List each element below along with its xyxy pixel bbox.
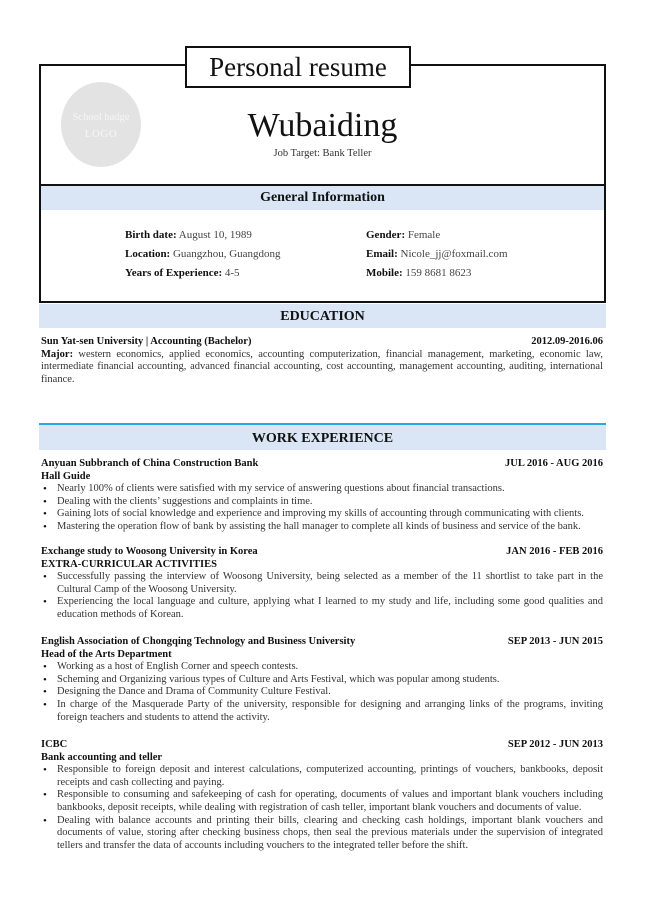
job-role: Bank accounting and teller	[41, 751, 163, 763]
general-info-heading	[41, 186, 604, 210]
info-value: Female	[407, 229, 441, 241]
job-role: Hall Guide	[41, 470, 91, 482]
bullet-item: • Mastering the operation flow of bank by assisting the hall manager to complete all kinds of business and service of the bank.	[41, 521, 603, 534]
school-badge-logo	[61, 82, 141, 167]
info-left-column	[125, 226, 281, 283]
school-name: Sun Yat-sen University | Accounting (Bachelor)	[41, 336, 252, 347]
education-entry-header	[41, 336, 603, 349]
bullet-item: • Scheming and Organizing various types of Culture and Arts Festival, which was popular among students.	[41, 674, 603, 687]
info-value: 4-5	[224, 267, 240, 279]
job-entry	[41, 458, 603, 534]
logo-label: LOGO	[84, 128, 118, 140]
work-experience-heading: WORK EXPERIENCE	[39, 423, 606, 450]
bullet-item: • Responsible to consuming and safekeeping of cash for operating, documents of values and important blank vouchers including bankbooks, deposit receipts, while dealing with registration of cash teller, important blank vouchers and documents of value.	[41, 789, 603, 814]
job-bullets	[41, 571, 603, 621]
bullet-item: • Designing the Dance and Drama of Community Culture Festival.	[41, 686, 603, 699]
info-value: 159 8681 8623	[405, 267, 472, 279]
general-info-heading-text: General Information	[260, 190, 385, 205]
job-bullets	[41, 483, 603, 533]
bullet-item: • Dealing with the clients’ suggestions and complaints in time.	[41, 496, 603, 509]
bullet-item: • In charge of the Masquerade Party of the university, responsible for designing and arranging links of the programs, inviting foreign teachers and students to attend the activity.	[41, 699, 603, 724]
job-organization: ICBC	[41, 739, 68, 750]
job-entry	[41, 739, 603, 852]
info-right-column	[366, 226, 508, 283]
job-entry	[41, 546, 603, 622]
bullet-item: • Experiencing the local language and culture, applying what I learned to my study and life, including some good qualities and education methods of Korean.	[41, 596, 603, 621]
info-birth-date	[125, 226, 281, 245]
info-email	[366, 245, 508, 264]
info-label: Years of Experience:	[125, 267, 223, 279]
job-dates: JAN 2016 - FEB 2016	[506, 546, 603, 557]
job-dates: JUL 2016 - AUG 2016	[504, 458, 603, 469]
job-organization: Exchange study to Woosong University in Korea	[41, 546, 258, 557]
resume-title: Personal resume	[185, 46, 411, 88]
candidate-name: Wubaiding	[247, 107, 398, 144]
bullet-item: • Dealing with balance accounts and printing their bills, clearing and checking cash holdings, important blank vouchers and documents of value, storing after checking business chops, then seal the previous materials under the supervision of integrated tellers and transfer the data of accounts including vouchers to the integrated teller before the shift.	[41, 815, 603, 853]
info-label: Mobile:	[366, 267, 403, 279]
education-section	[41, 336, 603, 386]
info-value[interactable]: Nicole_jj@foxmail.com	[400, 248, 508, 260]
info-label: Birth date:	[125, 229, 177, 241]
info-label: Email:	[366, 248, 398, 260]
job-dates: SEP 2013 - JUN 2015	[507, 636, 603, 647]
bullet-item: • Nearly 100% of clients were satisfied with my service of answering questions about financial transactions.	[41, 483, 603, 496]
info-label: Location:	[125, 248, 171, 260]
job-header	[41, 458, 603, 471]
bullet-item: • Successfully passing the interview of Woosong University, being selected as a member of the 11 shortlist to take part in the Cultural Camp of the Woosong University.	[41, 571, 603, 596]
job-header	[41, 739, 603, 752]
info-experience	[125, 264, 281, 283]
info-mobile	[366, 264, 508, 283]
job-bullets	[41, 764, 603, 852]
job-role: Head of the Arts Department	[41, 648, 172, 660]
bullet-item: • Working as a host of English Corner and speech contests.	[41, 661, 603, 674]
job-bullets	[41, 661, 603, 724]
info-value: August 10, 1989	[178, 229, 252, 241]
info-gender	[366, 226, 508, 245]
info-value: Guangzhou, Guangdong	[172, 248, 281, 260]
job-header	[41, 636, 603, 649]
job-dates: SEP 2012 - JUN 2013	[507, 739, 603, 750]
info-label: Gender:	[366, 229, 406, 241]
job-organization: Anyuan Subbranch of China Construction Bank	[41, 458, 259, 469]
bullet-item: • Gaining lots of social knowledge and experience and improving my skills of accounting through communicating with clients.	[41, 508, 603, 521]
major-description	[41, 349, 603, 387]
job-header	[41, 546, 603, 559]
bullet-item: • Responsible to foreign deposit and interest calculations, computerized accounting, printings of vouchers, bankbooks, deposit receipts and cash collecting and paying.	[41, 764, 603, 789]
major-label: Major:	[41, 348, 74, 360]
info-location	[125, 245, 281, 264]
job-target: Job Target: Bank Teller	[273, 148, 372, 159]
education-heading: EDUCATION	[39, 304, 606, 328]
job-entry	[41, 636, 603, 724]
major-text: western economics, applied economics, accounting computerization, financial management, marketing, economic law, intermediate financial accounting, advanced financial accounting, cost accounting, management accounting, auditing, international finance.	[41, 348, 604, 385]
job-organization: English Association of Chongqing Technology and Business University	[41, 636, 356, 647]
badge-label: School badge	[72, 112, 130, 123]
education-dates: 2012.09-2016.06	[531, 336, 603, 347]
job-role: EXTRA-CURRICULAR ACTIVITIES	[41, 558, 217, 570]
